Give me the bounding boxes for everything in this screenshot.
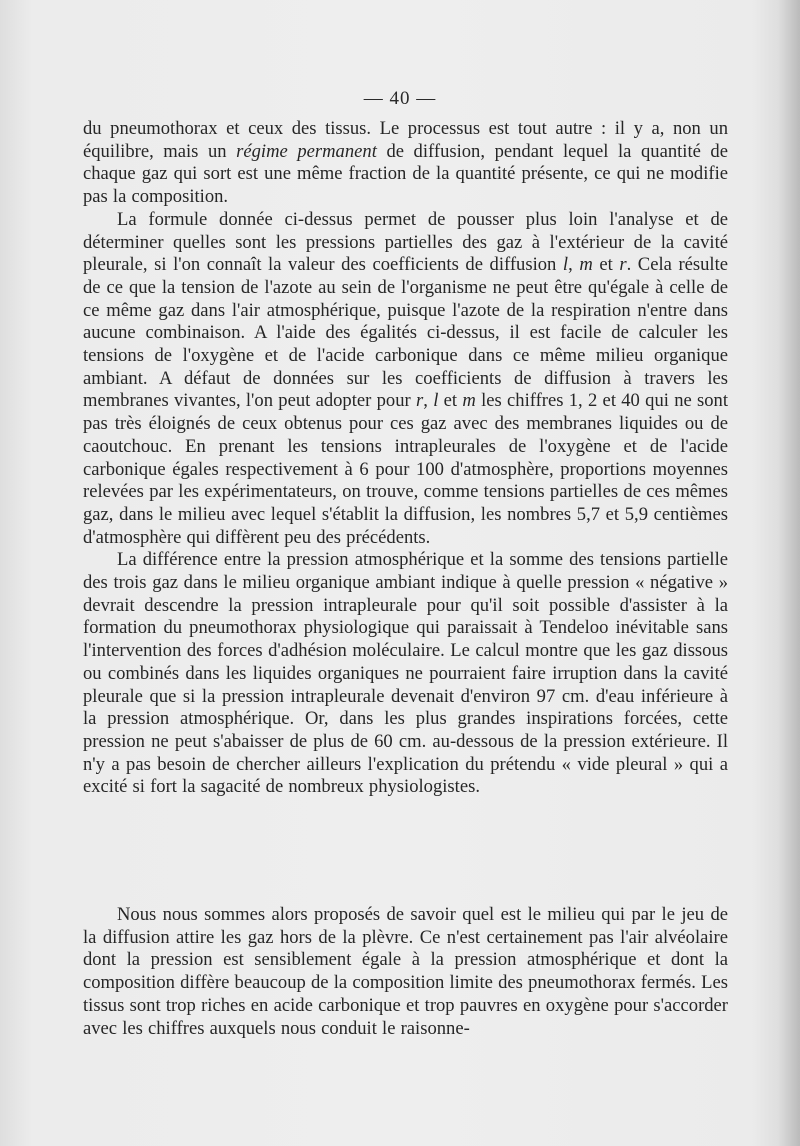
variable-r: r [619,254,627,276]
paragraph-4: Nous nous sommes alors proposés de savoir quel est le milieu qui par le jeu de la diffusion attire les gaz hors de la plèvre. Ce n'est certainement pas l'air alvéolaire dont la pression est sensiblement égale à la pression atmosphérique et dont la composition diffère beaucoup de la composition limite des pneumothorax fermés. Les tissus sont trop riches en acide carbonique et trop pauvres en oxygène pour s'accorder avec les chiffres auxquels nous conduit le raisonne- [83,904,728,1039]
paragraph-2-text-5: , [423,390,434,412]
paragraph-1-text-a: du pneumothorax et ceux des tissus. Le processus est tout autre : il y a, non un équilibre, mais un [83,118,728,162]
variable-m: m [579,254,593,276]
variable-l: l [562,254,569,276]
paragraph-2-text-7: les chiffres 1, 2 et 40 qui ne sont pas très éloignés de ceux obtenus pour ces gaz avec des membranes liquides ou de caoutchouc. En prenant les tensions intrapleurales de l'oxygène et de l'acide carbonique égales respectivement à 6 pour 100 d'atmosphère, proportions moyennes relevées par les expérimentateurs, on trouve, comme tensions partielles de ces mêmes gaz, dans le milieu avec lequel s'établit la diffusion, les nombres 5,7 et 5,9 centièmes d'atmosphère qui diffèrent peu des précédents. [83,390,729,548]
italic-term: régime permanent [236,140,377,162]
variable-m-2: m [462,390,476,412]
body-text-section-2 [83,904,728,1040]
page-number: — 40 — [363,88,437,109]
paragraph-2-text-2: , [568,254,580,276]
paragraph-3: La différence entre la pression atmosphérique et la somme des tensions partielle des trois gaz dans le milieu organique ambiant indique à quelle pression « négative » devrait descendre la pression intrapleurale pour qu'il soit possible d'assister à la formation du pneumothorax physiologique qui paraissait à Tendeloo inévitable sans l'intervention des forces d'adhésion moléculaire. Le calcul montre que les gaz dissous ou combinés dans les liquides organiques ne pourraient faire irruption dans la cavité pleurale que si la pression intrapleurale devenait d'environ 97 cm. d'eau inférieure à la pression atmosphérique. Or, dans les plus grandes inspirations forcées, cette pression ne peut s'abaisser de plus de 60 cm. au-dessous de la pression extérieure. Il n'y a pas besoin de chercher ailleurs l'explication du prétendu « vide pleural » qui a excité si fort la sagacité de nombreux physiologistes. [83,549,728,798]
paragraph-1 [83,118,728,209]
body-text-section-1 [83,118,728,799]
paragraph-2-text-4: . Cela résulte de ce que la tension de l'azote au sein de l'organisme ne peut être qu'égale à celle de ce même gaz dans l'air atmosphérique, puisque l'azote de la respiration n'entre dans aucune combinaison. A l'aide des égalités ci-dessus, il est facile de calculer les tensions de l'oxygène et de l'acide carbonique dans ce même milieu organique ambiant. A défaut de données sur les coefficients de diffusion à travers les membranes vivantes, l'on peut adopter pour [83,254,729,412]
paragraph-2-text-1: La formule donnée ci-dessus permet de pousser plus loin l'analyse et de déterminer quelles sont les pressions partielles des gaz à l'extérieur de la cavité pleurale, si l'on connaît la valeur des coefficients de diffusion [83,208,728,276]
page-edge-shadow [778,0,800,1146]
paragraph-2-text-6: et [438,390,463,412]
paragraph-2 [83,209,728,550]
paragraph-1-text-b: de diffusion, pendant lequel la quantité de chaque gaz qui sort est une même fraction de la quantité présente, ce qui ne modifie pas la composition. [83,140,728,208]
variable-l-2: l [433,390,439,412]
variable-r-2: r [416,390,424,412]
paragraph-2-text-3: et [592,254,620,276]
